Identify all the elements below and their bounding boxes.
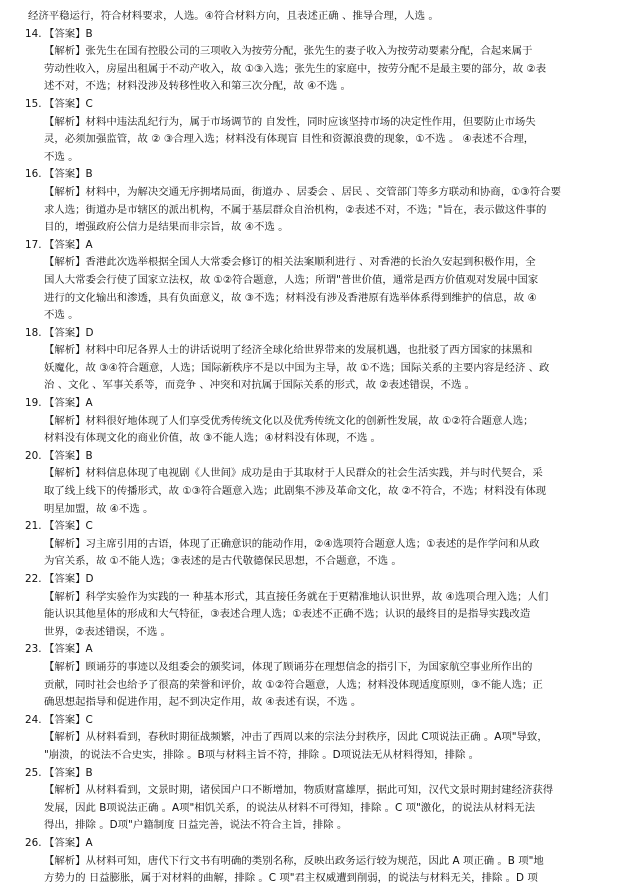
- answer-header-row: [25, 765, 592, 783]
- explanation-line: 世界，②表述错误，不选 。: [44, 625, 171, 638]
- answer-header-row: [25, 395, 592, 413]
- explanation-line: 明星加盟，故 ④不选 。: [44, 502, 154, 515]
- question-number: 19.: [25, 397, 42, 410]
- question-number: 14.: [25, 27, 42, 40]
- answer-label: 【答案】A: [44, 397, 93, 410]
- explanation-line: 灵，必须加强监管，故 ② ③合理入选；材料没有体现盲 目性和资源浪费的现象，①不选 。 ④表述不合理，: [44, 133, 535, 146]
- question-number: 17.: [25, 238, 42, 251]
- answer-entries: [25, 26, 592, 888]
- answer-header-row: [25, 712, 592, 730]
- answer-label: 【答案】A: [44, 238, 93, 251]
- answer-entry: [25, 641, 592, 711]
- explanation-line: 取了线上线下的传播形式，故 ①③符合题意入选；此剧集不涉及革命文化，故 ②不符合，不选；材料没有体现: [44, 485, 547, 498]
- answer-entry: [25, 448, 592, 518]
- explanation-line: 【解析】材料信息体现了电视剧《人世间》成功是由于其取材于人民群众的社会生活实践，并与时代契合，采: [44, 467, 543, 480]
- explanation-line: 方势力的 日益膨胀，属于对材料的曲解，排除 。C 项"君主权威遭到削弱，的说法与材料无关，排除 。D 项: [44, 872, 538, 885]
- question-number: 22.: [25, 573, 42, 585]
- explanation-line: 不选 。: [44, 150, 79, 163]
- explanation-line: 【解析】顾诵芬的事迹以及组委会的颁奖词，体现了顾诵芬在理想信念的指引下，为国家航空事业所作出的: [44, 660, 533, 673]
- question-number: 15.: [25, 97, 42, 110]
- explanation-line: 不选 。: [44, 309, 79, 322]
- answer-label: 【答案】B: [44, 766, 93, 779]
- answer-entry: [25, 835, 592, 888]
- explanation-line: 【解析】习主席引用的古语，体现了正确意识的能动作用，②④选项符合题意人选；①表述的是作学问和从政: [44, 537, 540, 550]
- answer-entry: [25, 571, 592, 641]
- answer-label: 【答案】D: [44, 326, 94, 339]
- explanation-line: 【解析】科学实验作为实践的一 种基本形式，其直接任务就在于更精准地认识世界，故 ④选项合理入选；人们: [44, 590, 549, 603]
- explanation-line: "崩溃，的说法不合史实，排除 。B项与材料主旨不符，排除 。D项说法无从材料得知，排除 。: [44, 748, 480, 761]
- explanation-line: 材料没有体现文化的商业价值，故 ③不能人选；④材料没有体现，不选 。: [44, 432, 381, 445]
- question-number: 26.: [25, 836, 42, 849]
- answer-entry: [25, 518, 592, 571]
- explanation-line: 妖魔化，故 ③④符合题意，人选；国际新秩序不是以中国为主导，故 ①不选；国际关系的主要内容是经济 、政: [44, 361, 550, 374]
- answer-entry: [25, 712, 592, 765]
- answer-label: 【答案】A: [44, 643, 93, 656]
- answer-header-row: [25, 96, 592, 114]
- answer-header-row: [25, 641, 592, 659]
- question-number: 21.: [25, 520, 42, 533]
- answer-entry: [25, 395, 592, 448]
- explanation-line: 国人大常委会行使了国家立法权，故 ①②符合题意，人选；所谓"普世价值，通常是西方价值观对发展中国家: [44, 273, 539, 286]
- explanation-line: 【解析】张先生在国有控股公司的三项收入为按劳分配，张先生的妻子收入为按劳动要素分配，合起来属于: [44, 45, 533, 58]
- explanation-line: 治 、文化 、军事关系等，而竞争 、冲突和对抗属于国际关系的形式，故 ②表述错误，不选 。: [44, 379, 476, 392]
- explanation-line: 述不对，不选；材料没涉及转移性收入和第三次分配，故 ④不选 。: [44, 80, 351, 93]
- explanation-line: 【解析】材料中印尼各界人士的讲话说明了经济全球化给世界带来的发展机遇，也批驳了西方国家的抹黑和: [44, 344, 533, 357]
- answer-header-row: [25, 518, 592, 536]
- explanation-line: 【解析】香港此次选举根据全国人大常委会修订的相关法案顺利进行 、对香港的长治久安起到积极作用，全: [44, 256, 536, 269]
- explanation-line: 【解析】材料很好地体现了人们享受优秀传统文化以及优秀传统文化的创新性发展，故 ①②符合题意人选；: [44, 414, 534, 427]
- question-number: 20.: [25, 449, 42, 462]
- explanation-line: 得出，排除 。D项"户籍制度 日益完善，说法不符合主旨，排除 。: [44, 819, 348, 832]
- answer-header-row: [25, 26, 592, 44]
- answer-entry: [25, 237, 592, 325]
- question-number: 25.: [25, 766, 42, 779]
- explanation-line: 确思想起指导和促进作用，起不到决定作用，故 ④表述有误，不选 。: [44, 696, 362, 709]
- answer-label: 【答案】D: [44, 573, 94, 585]
- explanation-line: 目的，增强政府公信力是结果而非宗旨，故 ④不选 。: [44, 221, 289, 234]
- answer-label: 【答案】A: [44, 836, 93, 849]
- explanation-line: 【解析】材料中违法乱纪行为，属于市场调节的 自发性，同时应该坚持市场的决定性作用，但要防止市场失: [44, 115, 536, 128]
- answer-header-row: [25, 448, 592, 466]
- answer-entry: [25, 166, 592, 236]
- answer-label: 【答案】C: [44, 520, 93, 533]
- explanation-line: 【解析】材料中，为解决交通无序拥堵局面，街道办 、居委会 、居民 、交管部门等多方联动和协商，①③符合要: [44, 185, 561, 198]
- question-number: 16.: [25, 168, 42, 181]
- answer-label: 【答案】B: [44, 449, 93, 462]
- answer-label: 【答案】B: [44, 168, 93, 181]
- answer-label: 【答案】B: [44, 27, 93, 40]
- explanation-line: 为官关系，故 ①不能人选；③表述的是古代敬德保民思想，不合题意，不选 。: [44, 555, 402, 568]
- answer-label: 【答案】C: [44, 713, 93, 726]
- explanation-line: 能认识其他星体的形成和大气特征，③表述合理人选；①表述不正确不选；认识的最终目的是指导实践改造: [44, 608, 531, 621]
- answer-header-row: [25, 237, 592, 255]
- explanation-line: 发展，因此 B项说法正确 。A项"相饥关系，的说法从材料不可得知，排除 。C 项"激化，的说法从材料无法: [44, 801, 536, 814]
- explanation-line: 【解析】从材料可知，唐代下行文书有明确的类别名称，反映出政务运行较为规范，因此 A 项正确 。B 项"地: [44, 854, 544, 867]
- answer-entry: [25, 765, 592, 835]
- explanation-line: 【解析】从材料看到，文景时期，诸侯国户口不断增加，物质财富雄厚，据此可知，汉代文景时期封建经济获得: [44, 784, 554, 797]
- answer-header-row: [25, 571, 592, 589]
- answer-header-row: [25, 325, 592, 343]
- question-number: 23.: [25, 643, 42, 656]
- answer-header-row: [25, 835, 592, 853]
- explanation-line: 贡献，同时社会也给予了很高的荣誉和评价，故 ①②符合题意，人选；材料没体现适度原则，③不能人选；正: [44, 678, 543, 691]
- question-number: 24.: [25, 713, 42, 726]
- answer-entry: [25, 325, 592, 395]
- explanation-line: 【解析】从材料看到，春秋时期征战频繁，冲击了西周以来的宗法分封秩序，因此 C项说法正确 。A项"导致，: [44, 731, 548, 744]
- answer-label: 【答案】C: [44, 97, 93, 110]
- answer-header-row: [25, 166, 592, 184]
- answer-entry: [25, 26, 592, 96]
- question-number: 18.: [25, 326, 42, 339]
- explanation-line: 进行的文化输出和渗透，具有负面意义，故 ③不选；材料没有涉及香港原有选举体系得到维护的信息，故 ④: [44, 291, 537, 304]
- explanation-line: 劳动性收入，房屋出租属于不动产收入，故 ①③入选；张先生的家庭中，按劳分配不是最主要的部分，故 ②表: [44, 62, 547, 75]
- continued-text-line: 经济平稳运行，符合材料要求，人选。④符合材料方向，且表述正确 、推导合理，人选 。: [28, 10, 439, 22]
- explanation-line: 求人选；街道办是市辖区的派出机构，不属于基层群众自治机构，②表述不对，不选；"旨在，表示做这件事的: [44, 203, 547, 216]
- answer-entry: [25, 96, 592, 166]
